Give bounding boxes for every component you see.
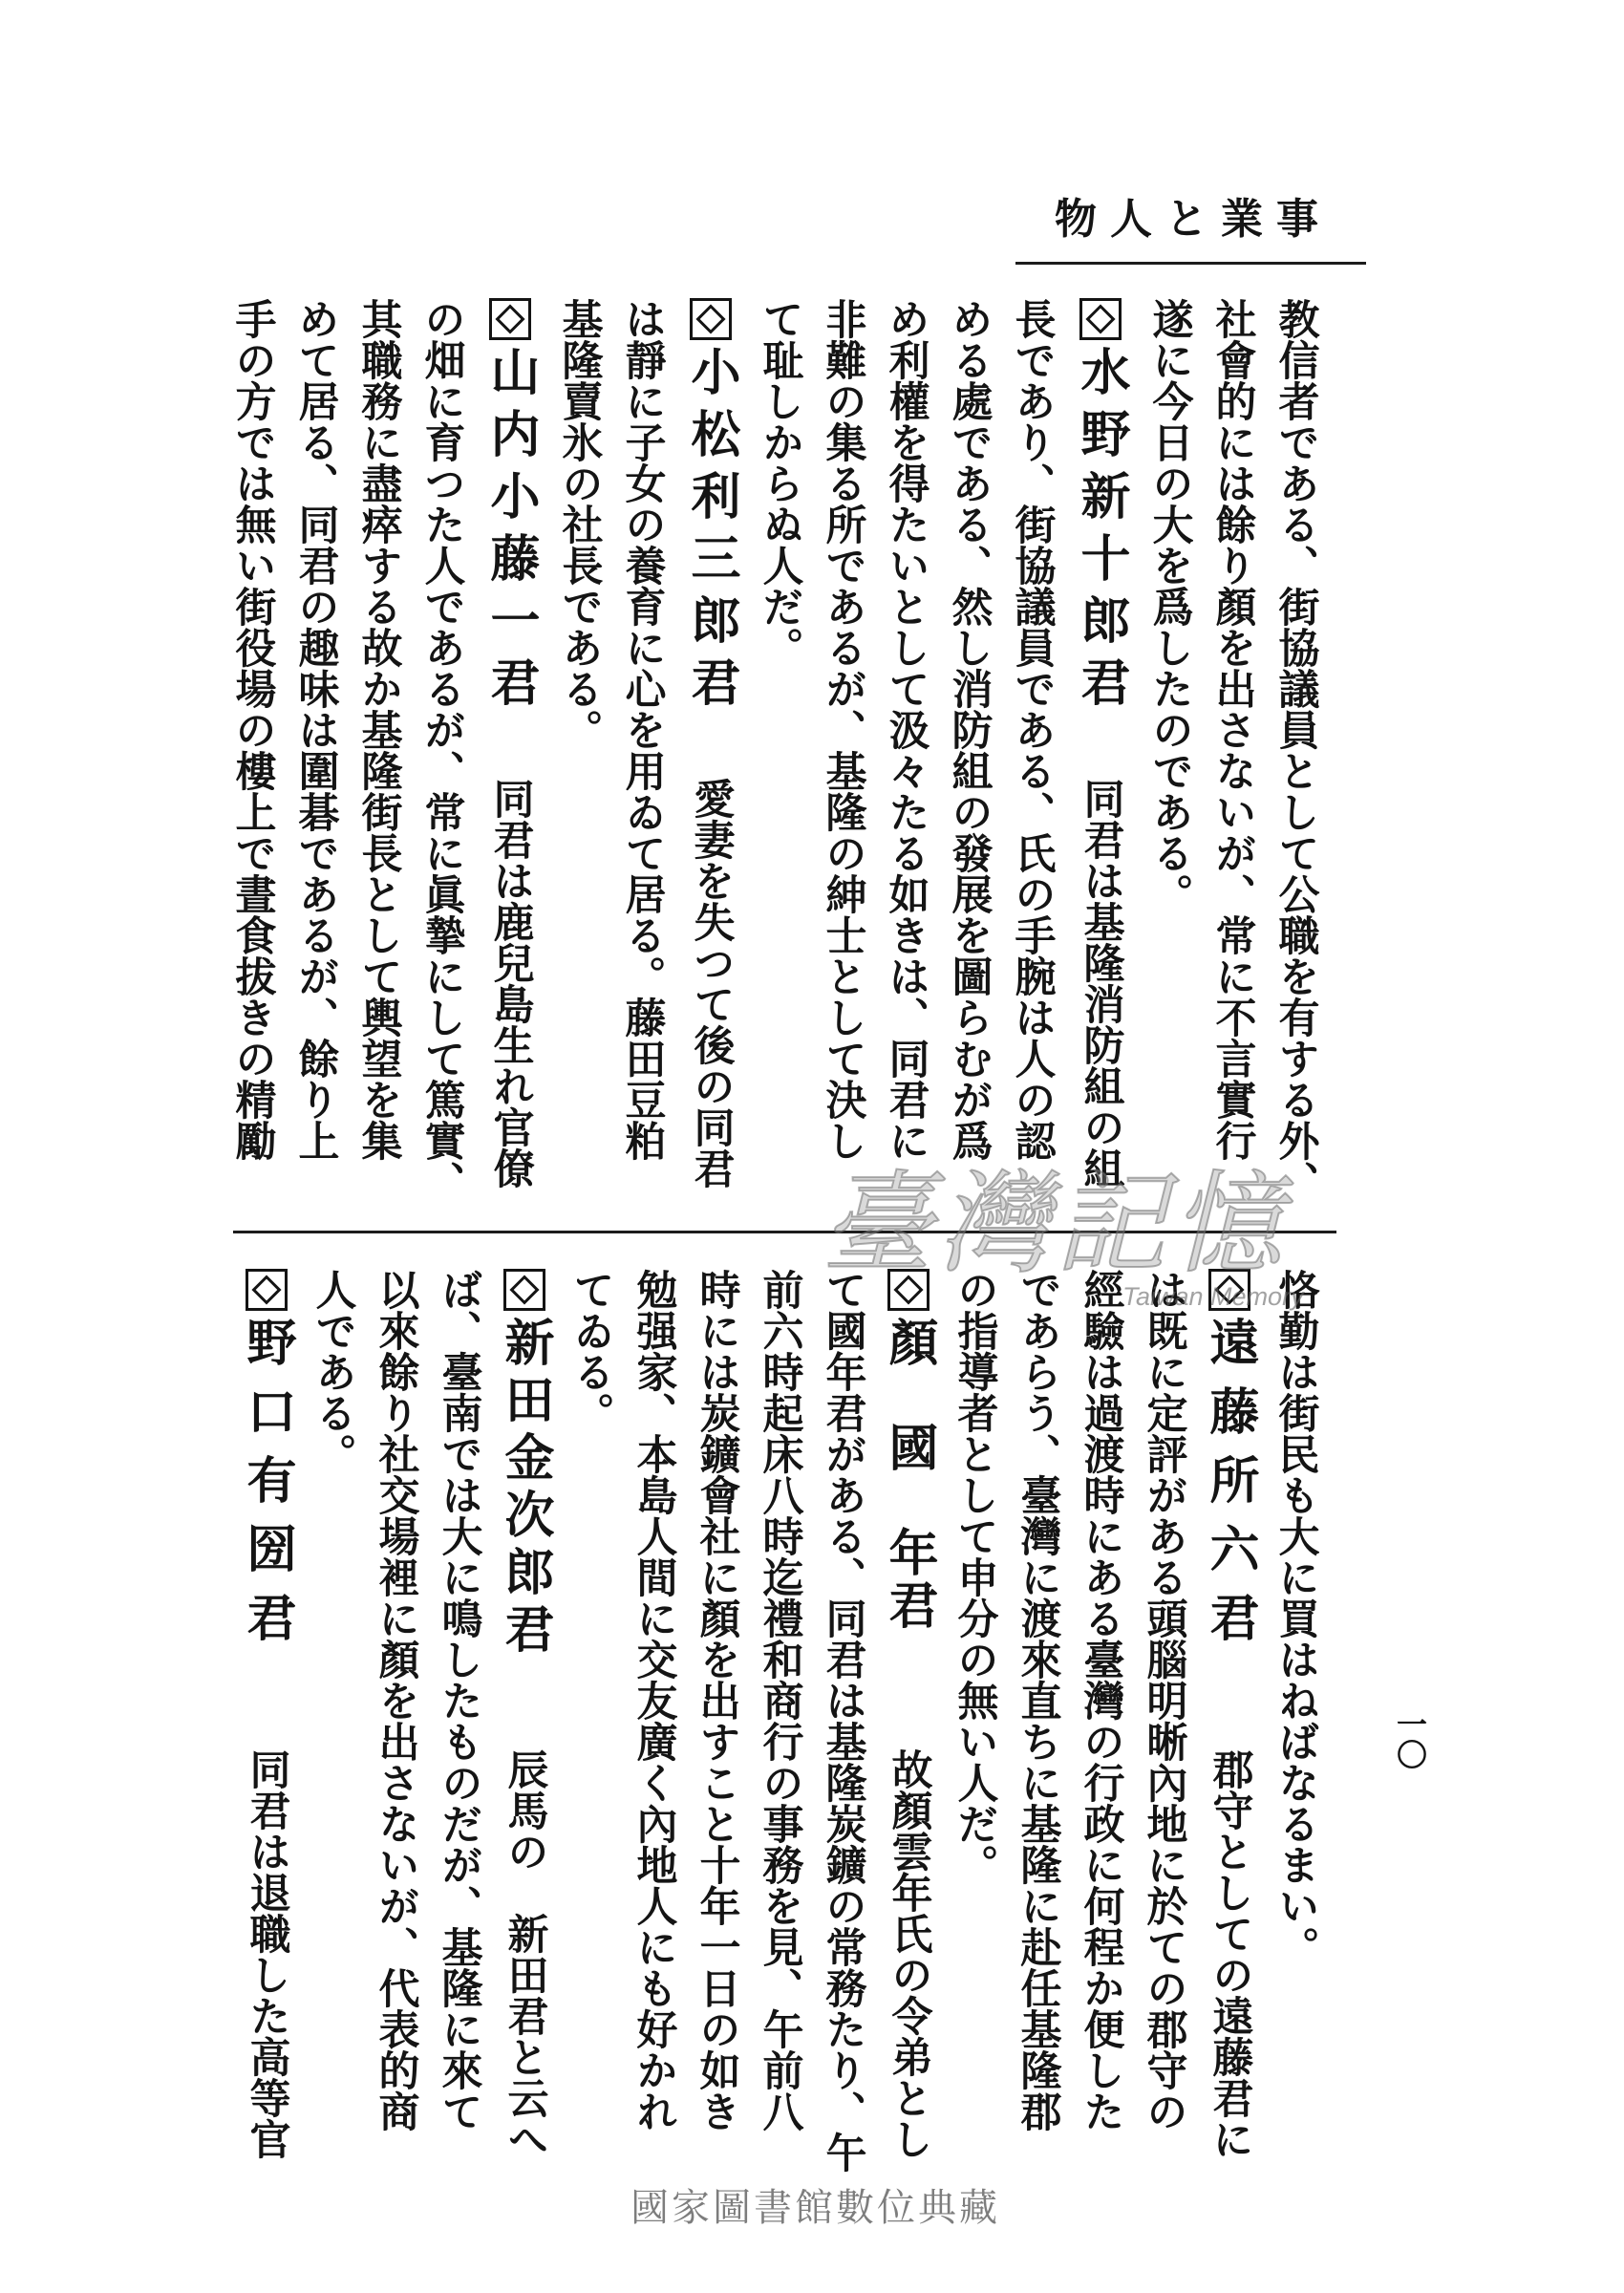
column-text: 社會的には餘り顏を出さないが、常に不言實行 (1208, 298, 1257, 1161)
text-column (347, 298, 410, 1208)
column-text: 遂に今日の大を爲したのである。 (1145, 298, 1194, 914)
text-column (748, 298, 811, 1208)
person-name: 小松利三郎君 (682, 346, 740, 718)
text-column (559, 1269, 622, 2178)
column-text: 經驗は過渡時にある臺灣の行政に何程か便した (1077, 1269, 1125, 2132)
column-text: 勉强家、本島人間に交友廣く內地人にも好かれ (630, 1269, 678, 2132)
text-column (1132, 1269, 1195, 2178)
column-text: めて居る、同君の趣味は圍碁であるが、餘り上 (291, 298, 340, 1161)
entry-heading-column (874, 1269, 943, 2178)
text-column (937, 298, 1000, 1208)
section-separator-rule (233, 1231, 1336, 1233)
boxed-diamond-icon (503, 1269, 545, 1311)
entry-heading-column (232, 1269, 301, 2178)
text-column (284, 298, 347, 1208)
text-column (410, 298, 473, 1208)
column-text: は靜に子女の養育に心を用ゐて居る。藤田豆粕 (618, 298, 667, 1161)
text-column (874, 298, 937, 1208)
column-text: て國年君がある、同君は基隆炭鑛の常務たり、午 (819, 1269, 867, 2173)
page-number: 一〇 (1392, 1708, 1428, 1769)
text-column (1069, 1269, 1132, 2178)
lower-text-block (232, 1269, 1327, 2178)
text-column (1000, 298, 1063, 1208)
column-text: 基隆賣氷の社長である。 (555, 298, 604, 750)
column-text: てゐる。 (566, 1269, 615, 1433)
column-text: める處である、然し消防組の發展を圖らむが爲 (945, 298, 994, 1161)
column-text: め利權を得たいとして汲々たる如きは、同君に (882, 298, 930, 1161)
text-column (610, 298, 673, 1208)
running-header-title: 事業と人物 (1055, 195, 1332, 244)
text-column (221, 298, 284, 1208)
text-column (547, 298, 610, 1208)
column-text: 長であり、街協議員である、氏の手腕は人の認 (1008, 298, 1057, 1161)
column-text: て耻しからぬ人だ。 (756, 298, 804, 668)
entry-heading-column (673, 298, 748, 1208)
boxed-diamond-icon (887, 1269, 930, 1311)
entry-heading-column (1063, 298, 1138, 1208)
text-column (811, 1269, 874, 2178)
text-column (301, 1269, 364, 2178)
entry-text: 同君は鹿兒島生れ官僚 (486, 778, 535, 1189)
column-text: 人である。 (309, 1269, 357, 1474)
person-name: 顏 國 年君 (880, 1317, 938, 1632)
column-text: 恪勤は街民も大に買はねばなるまい。 (1271, 1269, 1320, 1967)
text-column (1138, 298, 1201, 1208)
column-text: の畑に育つた人であるが、常に眞摯にして篤實、 (417, 298, 466, 1202)
text-column (685, 1269, 748, 2178)
entry-text: 辰馬の 新田君と云へ (501, 1748, 549, 2159)
text-column (1264, 1269, 1327, 2178)
watermark-title: 臺灣記憶 (822, 1160, 1288, 1289)
column-text: 非難の集る所であるが、基隆の紳士として決し (819, 298, 867, 1161)
column-text: 手の方では無い街役場の樓上で晝食拔きの精勵 (228, 298, 277, 1161)
entry-text: 同君は退職した高等官 (243, 1748, 291, 2159)
column-text: ば、臺南では大に鳴したものだが、基隆に來て (435, 1269, 483, 2132)
entry-text: 故顏雲年氏の令弟とし (885, 1748, 933, 2159)
text-column (427, 1269, 490, 2178)
column-text: であらう、臺灣に渡來直ちに基隆に赴任基隆郡 (1014, 1269, 1062, 2132)
entry-heading-column (1195, 1269, 1264, 2178)
column-text: 以來餘り社交場裡に顏を出さないが、代表的商 (372, 1269, 420, 2132)
entry-heading-column (490, 1269, 559, 2178)
text-column (622, 1269, 685, 2178)
watermark-subtitle: Taiwan Memory (1122, 1282, 1304, 1311)
text-column (1201, 298, 1264, 1208)
column-text: 其職務に盡瘁する故か基隆街長として輿望を集 (354, 298, 403, 1161)
text-column (1006, 1269, 1069, 2178)
archive-footer: 國家圖書館數位典藏 (630, 2186, 1000, 2230)
entry-heading-column (473, 298, 547, 1208)
text-column (1264, 298, 1327, 1208)
person-name: 遠藤所六君 (1201, 1317, 1259, 1661)
text-column (748, 1269, 811, 2178)
boxed-diamond-icon (1208, 1269, 1250, 1311)
text-column (943, 1269, 1006, 2178)
upper-text-block (221, 298, 1327, 1208)
column-text: 時には炭鑛會社に顏を出すこと十年一日の如き (693, 1269, 741, 2132)
boxed-diamond-icon (1079, 298, 1122, 340)
column-text: 前六時起床八時迄禮和商行の事務を見、午前八 (756, 1269, 804, 2132)
entry-text: 愛妻を失つて後の同君 (687, 778, 736, 1189)
column-text: の指導者として申分の無い人だ。 (951, 1269, 999, 1885)
column-text: は既に定評がある頭腦明晰內地に於ての郡守の (1140, 1269, 1188, 2132)
column-text: 教信者である、街協議員として公職を有する外、 (1271, 298, 1320, 1202)
text-column (364, 1269, 427, 2178)
person-name: 水野新十郎君 (1072, 346, 1130, 718)
boxed-diamond-icon (246, 1269, 288, 1311)
person-name: 野口有圀君 (238, 1317, 296, 1661)
text-column (811, 298, 874, 1208)
header-rule (1015, 262, 1366, 265)
boxed-diamond-icon (489, 298, 531, 340)
entry-text: 同君は基隆消防組の組 (1077, 778, 1125, 1189)
boxed-diamond-icon (690, 298, 732, 340)
person-name: 山内小藤一君 (481, 346, 540, 718)
entry-text: 郡守としての遠藤君に (1206, 1748, 1254, 2159)
person-name: 新田金次郎君 (496, 1317, 554, 1661)
